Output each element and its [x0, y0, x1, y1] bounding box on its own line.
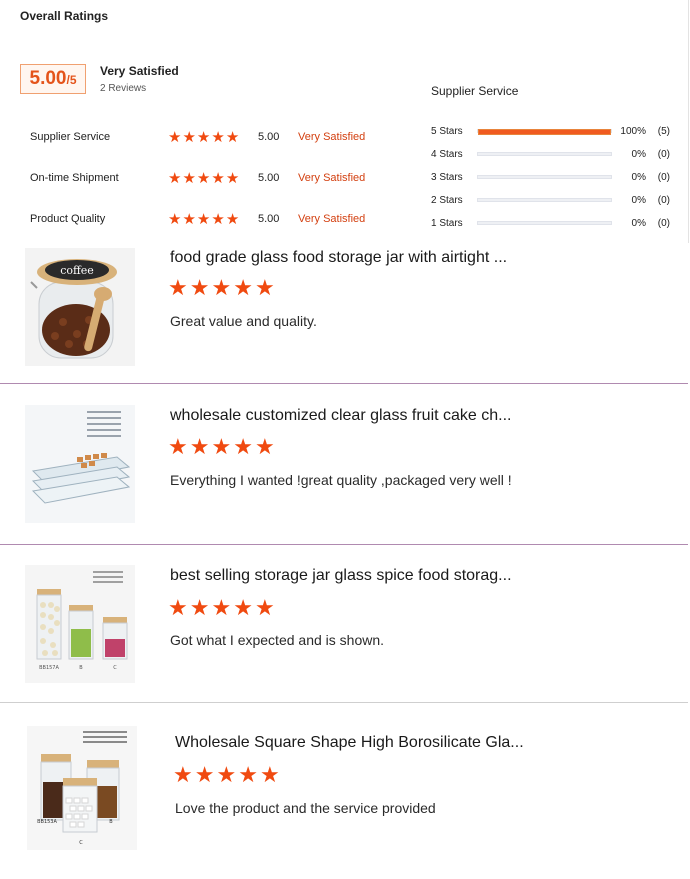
overall-score-max: /5: [66, 73, 77, 87]
distribution-row-2-stars: [431, 192, 676, 208]
distribution-label: 5 Stars: [431, 125, 463, 137]
overall-ratings-panel: [0, 0, 689, 243]
star-icon: ★: [182, 210, 196, 228]
metric-score: 5.00: [258, 172, 280, 184]
star-icon: ★: [254, 275, 275, 300]
star-icon: ★: [233, 595, 253, 620]
jar-label-a: BB157A: [39, 665, 59, 671]
star-icon: ★: [168, 169, 182, 187]
distribution-bar: [477, 152, 612, 156]
star-icon: ★: [182, 128, 196, 146]
coffee-lid-label: coffee: [60, 264, 94, 277]
star-icon: ★: [254, 434, 275, 459]
star-icon: ★: [182, 169, 196, 187]
star-icon: ★: [211, 169, 225, 187]
distribution-percent: 0%: [631, 148, 646, 160]
metric-score: 5.00: [258, 213, 280, 225]
review-stars: [168, 277, 275, 299]
review-text: Everything I wanted !great quality ,packaged very well !: [170, 472, 512, 488]
distribution-percent: 100%: [620, 125, 646, 137]
distribution-count: (5): [657, 125, 670, 137]
overall-score-badge: [20, 64, 86, 94]
metric-row-supplier-service: [30, 128, 390, 146]
review-text: Got what I expected and is shown.: [170, 632, 385, 648]
metric-row-on-time-shipment: [30, 169, 390, 187]
review-product-title[interactable]: wholesale customized clear glass fruit cake ch...: [170, 407, 512, 424]
overall-score-label: Very Satisfied: [100, 64, 179, 78]
star-icon: ★: [225, 169, 240, 187]
metric-name: Product Quality: [30, 213, 106, 225]
metric-stars: [168, 212, 258, 227]
review-product-title[interactable]: Wholesale Square Shape High Borosilicate Gla...: [175, 734, 524, 751]
star-icon: ★: [196, 210, 211, 228]
metric-name: On-time Shipment: [30, 172, 119, 184]
star-icon: ★: [189, 275, 210, 300]
distribution-label: 4 Stars: [431, 148, 463, 160]
star-icon: ★: [238, 762, 258, 787]
review-item: [0, 703, 690, 879]
metric-row-product-quality: [30, 210, 390, 228]
review-stars: [168, 436, 275, 458]
review-item: [0, 545, 690, 702]
metric-name: Supplier Service: [30, 131, 111, 143]
star-icon: ★: [168, 434, 188, 459]
metric-score: 5.00: [258, 131, 280, 143]
distribution-label: 1 Stars: [431, 217, 463, 229]
review-text: Love the product and the service provided: [175, 800, 436, 816]
distribution-row-3-stars: [431, 169, 676, 185]
star-icon: ★: [225, 128, 240, 146]
distribution-bar: [477, 221, 612, 225]
distribution-percent: 0%: [631, 217, 646, 229]
star-icon: ★: [189, 595, 210, 620]
star-icon: ★: [216, 762, 237, 787]
distribution-count: (0): [657, 148, 670, 160]
review-product-title[interactable]: best selling storage jar glass spice food storag...: [170, 567, 512, 584]
review-stars: [173, 764, 280, 786]
square-jars-image[interactable]: [27, 726, 137, 850]
star-icon: ★: [233, 275, 253, 300]
distribution-title: Supplier Service: [431, 84, 519, 98]
metric-status: Very Satisfied: [298, 213, 366, 225]
star-icon: ★: [196, 128, 211, 146]
star-icon: ★: [211, 595, 232, 620]
review-product-title[interactable]: food grade glass food storage jar with airtight ...: [170, 249, 508, 266]
star-icon: ★: [173, 762, 193, 787]
star-icon: ★: [211, 275, 232, 300]
jar-label-b: B: [109, 819, 113, 825]
star-icon: ★: [225, 210, 240, 228]
distribution-bar: [477, 198, 612, 202]
star-icon: ★: [168, 595, 188, 620]
star-icon: ★: [259, 762, 280, 787]
distribution-percent: 0%: [631, 171, 646, 183]
star-icon: ★: [168, 210, 182, 228]
jar-label-c: C: [113, 665, 117, 671]
star-icon: ★: [194, 762, 215, 787]
distribution-row-5-stars: [431, 123, 676, 139]
metric-status: Very Satisfied: [298, 172, 366, 184]
metric-stars: [168, 130, 258, 145]
review-item: [0, 243, 690, 383]
star-icon: ★: [211, 128, 225, 146]
distribution-row-1-stars: [431, 215, 676, 231]
star-icon: ★: [189, 434, 210, 459]
distribution-label: 2 Stars: [431, 194, 463, 206]
review-text: Great value and quality.: [170, 313, 317, 329]
star-icon: ★: [211, 434, 232, 459]
distribution-count: (0): [657, 171, 670, 183]
distribution-row-4-stars: [431, 146, 676, 162]
distribution-bar: [477, 175, 612, 179]
star-icon: ★: [168, 275, 188, 300]
metric-status: Very Satisfied: [298, 131, 366, 143]
metric-stars: [168, 171, 258, 186]
reviews-count-link[interactable]: 2 Reviews: [100, 83, 147, 94]
coffee-jar-image[interactable]: [25, 248, 135, 366]
overall-ratings-title: Overall Ratings: [20, 9, 109, 23]
review-stars: [168, 597, 275, 619]
star-icon: ★: [233, 434, 253, 459]
jar-label-a: BB153A: [37, 819, 57, 825]
glass-baking-dish-image[interactable]: [25, 405, 135, 523]
star-icon: ★: [196, 169, 211, 187]
spice-jars-image[interactable]: [25, 565, 135, 683]
overall-score-value: 5.00: [29, 68, 67, 89]
star-icon: ★: [254, 595, 275, 620]
distribution-percent: 0%: [631, 194, 646, 206]
jar-label-c: C: [79, 840, 83, 846]
jar-label-b: B: [79, 665, 83, 671]
distribution-bar-fill: [478, 129, 611, 135]
distribution-bar: [477, 129, 612, 133]
review-item: [0, 384, 690, 544]
distribution-count: (0): [657, 217, 670, 229]
star-icon: ★: [168, 128, 182, 146]
distribution-count: (0): [657, 194, 670, 206]
star-icon: ★: [211, 210, 225, 228]
distribution-label: 3 Stars: [431, 171, 463, 183]
